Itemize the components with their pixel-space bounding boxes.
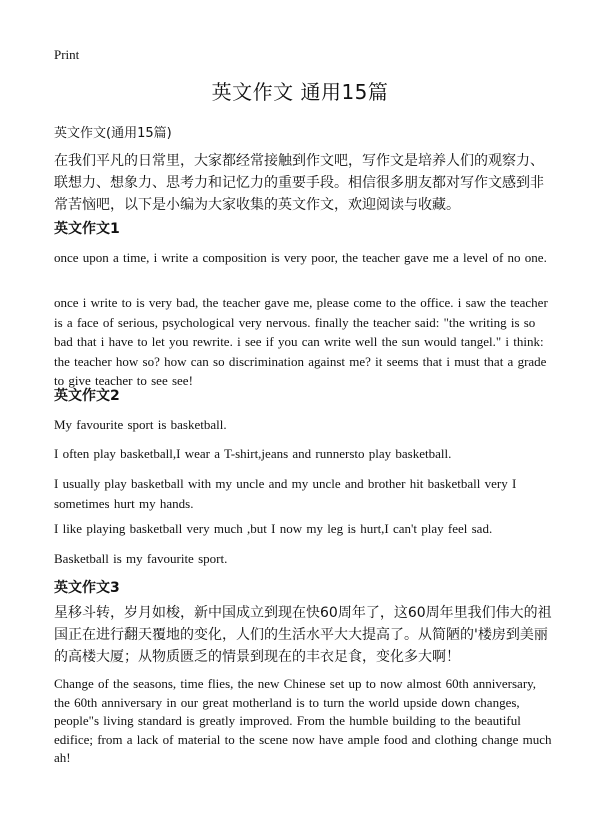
- essay-2-paragraph-4: I like playing basketball very much ,but I now my leg is hurt,I can't play feel sad.: [54, 521, 493, 536]
- essay-2-paragraph-1: My favourite sport is basketball.: [54, 417, 227, 432]
- essay-1-paragraph-1: once upon a time, i write a composition is very poor, the teacher gave me a level of no one.: [54, 250, 547, 265]
- print-label[interactable]: Print: [54, 47, 80, 62]
- document-subtitle: 英文作文(通用15篇): [54, 126, 172, 141]
- essay-2-paragraph-3: I usually play basketball with my uncle and my uncle and brother hit basketball very I sometimes hurt my hands.: [54, 476, 517, 511]
- essay-2-paragraph-2: I often play basketball,I wear a T-shirt,jeans and runnersto play basketball.: [54, 446, 452, 461]
- essay-2-heading: 英文作文2: [54, 388, 120, 404]
- page-title: 英文作文 通用15篇: [211, 80, 389, 104]
- essay-3-heading: 英文作文3: [54, 580, 120, 596]
- intro-paragraph: 在我们平凡的日常里，大家都经常接触到作文吧，写作文是培养人们的观察力、联想力、想象力、思考力和记忆力的重要手段。相信很多朋友都对写作文感到非常苦恼吧，以下是小编为大家收集的英文作文，欢迎阅读与收藏。: [54, 153, 544, 213]
- essay-1-heading: 英文作文1: [54, 221, 120, 237]
- essay-3-chinese-paragraph: 星移斗转，岁月如梭，新中国成立到现在快60周年了，这60周年里我们伟大的祖国正在进行翻天覆地的变化，人们的生活水平大大提高了。从简陋的'楼房到美丽的高楼大厦；从物质匮乏的情景到现在的丰衣足食，变化多大啊！: [54, 605, 552, 665]
- essay-2-paragraph-5: Basketball is my favourite sport.: [54, 551, 228, 566]
- essay-1-paragraph-2: once i write to is very bad, the teacher gave me, please come to the office. i saw the teacher is a face of serious, psychological very nervous. finally the teacher said: "the writing is so bad that i have to let you rewrite. i see if you can write well the sun would tangel." i think: the teacher how so? how can so discrimination against me? it seems that i must that a grade to give teacher to see see!: [54, 295, 548, 388]
- essay-3-english-paragraph: Change of the seasons, time flies, the new Chinese set up to now almost 60th anniversary, the 60th anniversary in our great motherland is to turn the world upside down changes, people"s living standard is greatly improved. From the humble building to the beautiful edifice; from a lack of material to the scene now have ample food and clothing change much ah!: [54, 676, 552, 765]
